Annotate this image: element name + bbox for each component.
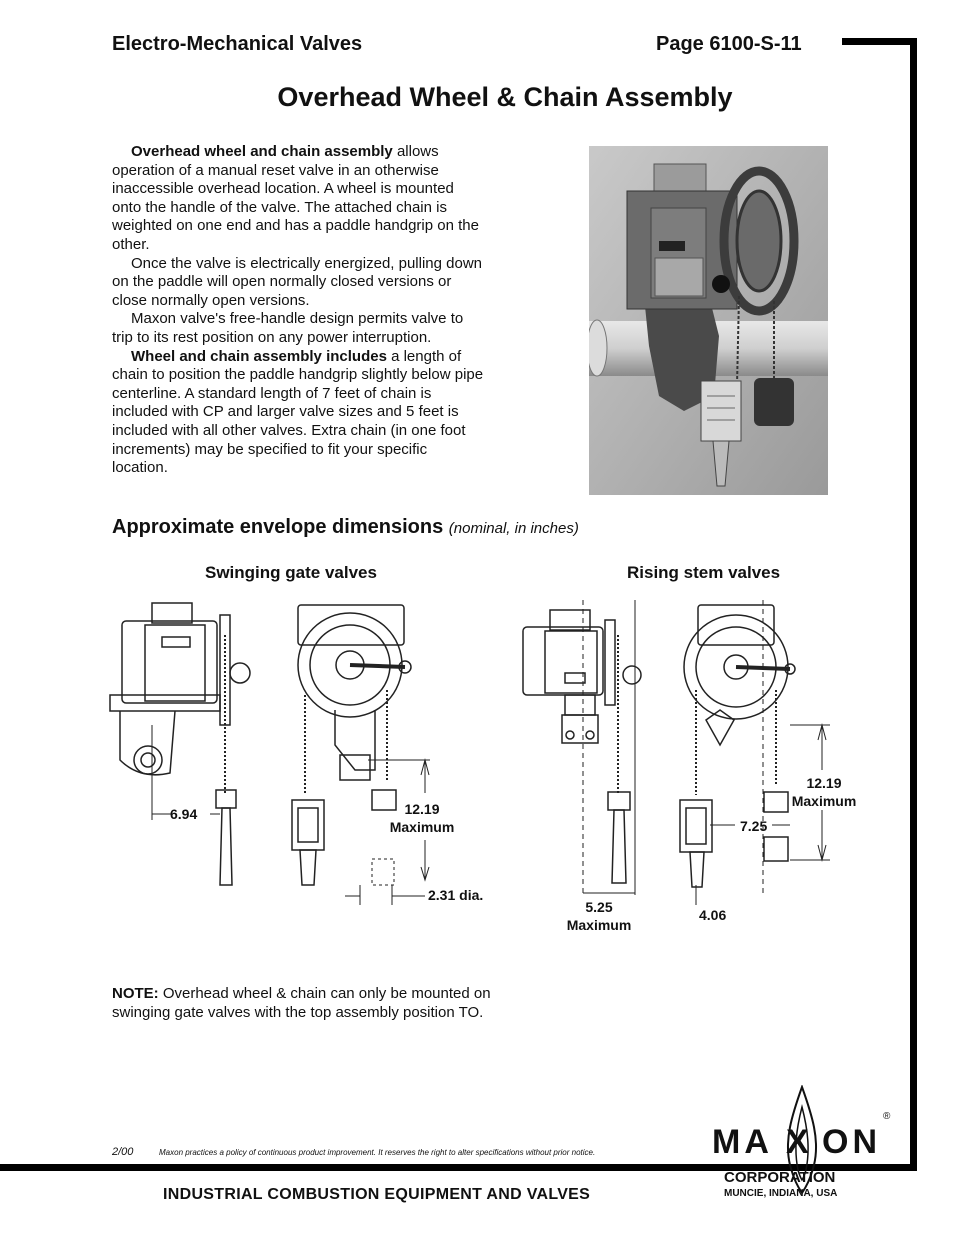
note-text: Overhead wheel & chain can only be mounted on swinging gate valves with the top assembly position TO. xyxy=(112,985,491,1021)
dimensions-heading-text: Approximate envelope dimensions xyxy=(112,516,444,538)
p4-text: a length of chain to position the paddle handgrip slightly below pipe centerline. A standard length of 7 feet of chain is included with CP and larger valve sizes and 5 feet is included with all other valves. Extra chain (in one foot increments) may be specified to fit your specific location. xyxy=(112,347,484,477)
section-header: Electro-Mechanical Valves xyxy=(112,33,363,55)
page-number: Page 6100-S-11 xyxy=(656,33,802,55)
logo-left-text: MA xyxy=(712,1123,773,1161)
sg-width-label: 6.94 xyxy=(170,806,198,822)
note-label: NOTE: xyxy=(112,985,159,1002)
product-photo xyxy=(589,146,828,495)
page-title: Overhead Wheel & Chain Assembly xyxy=(277,82,733,112)
swinging-gate-title: Swinging gate valves xyxy=(205,563,377,582)
rising-front-view xyxy=(680,600,830,905)
rs-width-label xyxy=(560,898,638,934)
mounting-note xyxy=(112,985,492,1022)
sg-height-value: 12.19 xyxy=(404,801,440,817)
rs-paddle-label: 4.06 xyxy=(699,907,727,923)
sg-dia-label: 2.31 dia. xyxy=(428,887,484,903)
revision-date: 2/00 xyxy=(112,1146,134,1158)
corporation-text: CORPORATION xyxy=(724,1169,836,1186)
rs-height-caption: Maximum xyxy=(791,793,857,809)
swinging-side-view xyxy=(110,603,250,885)
p4-lead: Wheel and chain assembly includes xyxy=(131,347,387,365)
description xyxy=(112,143,484,478)
rs-width-caption: Maximum xyxy=(566,917,632,933)
frame-top-rule xyxy=(842,38,917,45)
rs-height-value: 12.19 xyxy=(806,775,842,791)
disclaimer: Maxon practices a policy of continuous product improvement. It reserves the right to alter specifications without prior notice. xyxy=(159,1148,596,1157)
logo-right-text: ON xyxy=(822,1123,881,1161)
sg-height-label xyxy=(382,800,462,836)
rs-width-value: 5.25 xyxy=(585,899,613,915)
location-text: MUNCIE, INDIANA, USA xyxy=(724,1188,838,1199)
valve-photo-illustration xyxy=(589,146,828,495)
p3-text: Maxon valve's free-handle design permits valve to trip to its rest position on any power interruption. xyxy=(112,310,464,346)
frame-right-rule xyxy=(910,38,917,1171)
sg-height-caption: Maximum xyxy=(389,819,455,835)
p1-lead: Overhead wheel and chain assembly xyxy=(131,143,393,160)
rs-offset-label: 7.25 xyxy=(740,818,768,834)
p2-text: Once the valve is electrically energized, pulling down on the paddle will open normally closed versions or close normally open versions. xyxy=(112,254,483,309)
dimensions-heading-note: (nominal, in inches) xyxy=(448,520,579,537)
dimensions-heading xyxy=(112,516,579,539)
tagline: INDUSTRIAL COMBUSTION EQUIPMENT AND VALVES xyxy=(163,1186,591,1203)
swinging-front-view xyxy=(292,605,430,905)
rising-side-view xyxy=(523,600,641,895)
registered-mark: ® xyxy=(883,1111,891,1122)
maxon-logo xyxy=(712,1085,892,1205)
p1-text: allows operation of a manual reset valve in an otherwise inaccessible overhead location. A wheel is mounted onto the handle of the valve. The attached chain is weighted on one end and has a paddle handgrip on the other. xyxy=(112,143,479,253)
rs-height-label xyxy=(785,774,863,810)
logo-x-mark: X xyxy=(786,1123,809,1161)
dimension-drawings xyxy=(100,595,880,945)
rising-stem-title: Rising stem valves xyxy=(627,563,781,582)
